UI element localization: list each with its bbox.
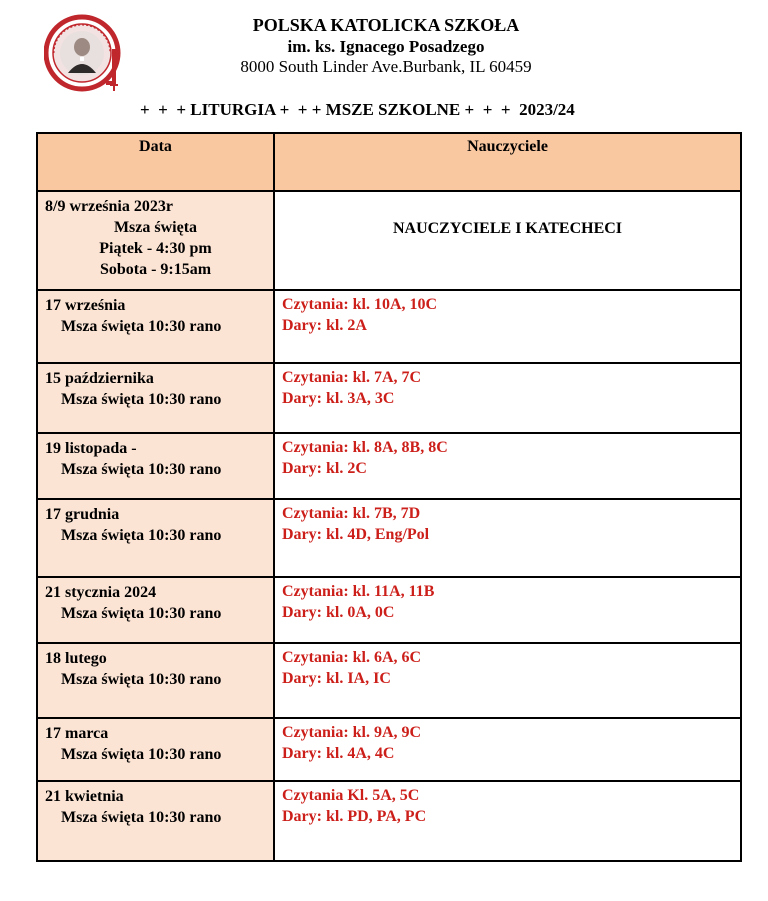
date-cell	[37, 718, 274, 781]
classes-cell	[274, 499, 741, 577]
row-mass-time: Msza święta 10:30 rano	[61, 461, 222, 478]
table-row-first-mass	[37, 191, 741, 290]
date-cell	[37, 191, 274, 290]
date-cell	[37, 433, 274, 499]
row-friday-time: Piątek - 4:30 pm	[99, 240, 212, 257]
schedule-subtitle: + + + LITURGIA + + + MSZE SZKOLNE + + + 2023/24	[140, 100, 575, 119]
row-mass-time: Msza święta 10:30 rano	[61, 391, 222, 408]
date-cell	[37, 290, 274, 363]
row-readings: Czytania Kl. 5A, 5C	[282, 787, 420, 804]
row-gifts: Dary: kl. 3A, 3C	[282, 390, 395, 407]
row-mass-label: Msza święta	[113, 219, 198, 236]
row-date: 17 marca	[45, 725, 109, 742]
row-mass-time: Msza święta 10:30 rano	[61, 809, 222, 826]
date-cell	[37, 363, 274, 433]
column-header-date: Data	[37, 133, 274, 191]
row-gifts: Dary: kl. IA, IC	[282, 670, 391, 687]
row-readings: Czytania: kl. 9A, 9C	[282, 724, 422, 741]
row-gifts: Dary: kl. 4D, Eng/Pol	[282, 526, 430, 543]
row-readings: Czytania: kl. 11A, 11B	[282, 583, 435, 600]
row-readings: Czytania: kl. 8A, 8B, 8C	[282, 439, 448, 456]
classes-cell	[274, 363, 741, 433]
date-cell	[37, 781, 274, 861]
column-header-teachers: Nauczyciele	[274, 133, 741, 191]
row-gifts: Dary: kl. 2C	[282, 460, 367, 477]
classes-cell	[274, 781, 741, 861]
mass-schedule-table	[36, 132, 742, 862]
table-row	[37, 433, 741, 499]
school-name: POLSKA KATOLICKA SZKOŁA	[252, 15, 520, 35]
table-row	[37, 718, 741, 781]
table-row	[37, 499, 741, 577]
row-gifts: Dary: kl. 2A	[282, 317, 367, 334]
row-readings: Czytania: kl. 6A, 6C	[282, 649, 422, 666]
row-saturday-time: Sobota - 9:15am	[99, 261, 212, 278]
table-header-row	[37, 133, 741, 191]
table-row	[37, 577, 741, 643]
row-date: 18 lutego	[45, 650, 107, 667]
teachers-and-catechists: NAUCZYCIELE I KATECHECI	[392, 219, 623, 237]
row-date: 8/9 września 2023r	[45, 198, 173, 215]
row-readings: Czytania: kl. 7A, 7C	[282, 369, 422, 386]
school-address: 8000 South Linder Ave.Burbank, IL 60459	[240, 57, 532, 76]
row-readings: Czytania: kl. 7B, 7D	[282, 505, 421, 522]
row-gifts: Dary: kl. PD, PA, PC	[282, 808, 427, 825]
row-mass-time: Msza święta 10:30 rano	[61, 605, 222, 622]
table-row	[37, 290, 741, 363]
row-date: 19 listopada -	[45, 440, 137, 457]
date-cell	[37, 577, 274, 643]
row-mass-time: Msza święta 10:30 rano	[61, 671, 222, 688]
row-date: 21 stycznia 2024	[45, 584, 157, 601]
row-date: 21 kwietnia	[45, 788, 124, 805]
row-readings: Czytania: kl. 10A, 10C	[282, 296, 438, 313]
table-row	[37, 781, 741, 861]
row-gifts: Dary: kl. 4A, 4C	[282, 745, 395, 762]
date-cell	[37, 643, 274, 718]
classes-cell	[274, 290, 741, 363]
row-gifts: Dary: kl. 0A, 0C	[282, 604, 395, 621]
row-date: 15 października	[45, 370, 154, 387]
table-row	[37, 643, 741, 718]
classes-cell	[274, 643, 741, 718]
row-mass-time: Msza święta 10:30 rano	[61, 318, 222, 335]
row-date: 17 września	[45, 297, 126, 314]
date-cell	[37, 499, 274, 577]
table-row	[37, 363, 741, 433]
school-patron: im. ks. Ignacego Posadzego	[287, 37, 485, 56]
classes-cell	[274, 433, 741, 499]
row-mass-time: Msza święta 10:30 rano	[61, 527, 222, 544]
classes-cell	[274, 577, 741, 643]
row-mass-time: Msza święta 10:30 rano	[61, 746, 222, 763]
teachers-cell	[274, 191, 741, 290]
classes-cell	[274, 718, 741, 781]
row-date: 17 grudnia	[45, 506, 120, 523]
